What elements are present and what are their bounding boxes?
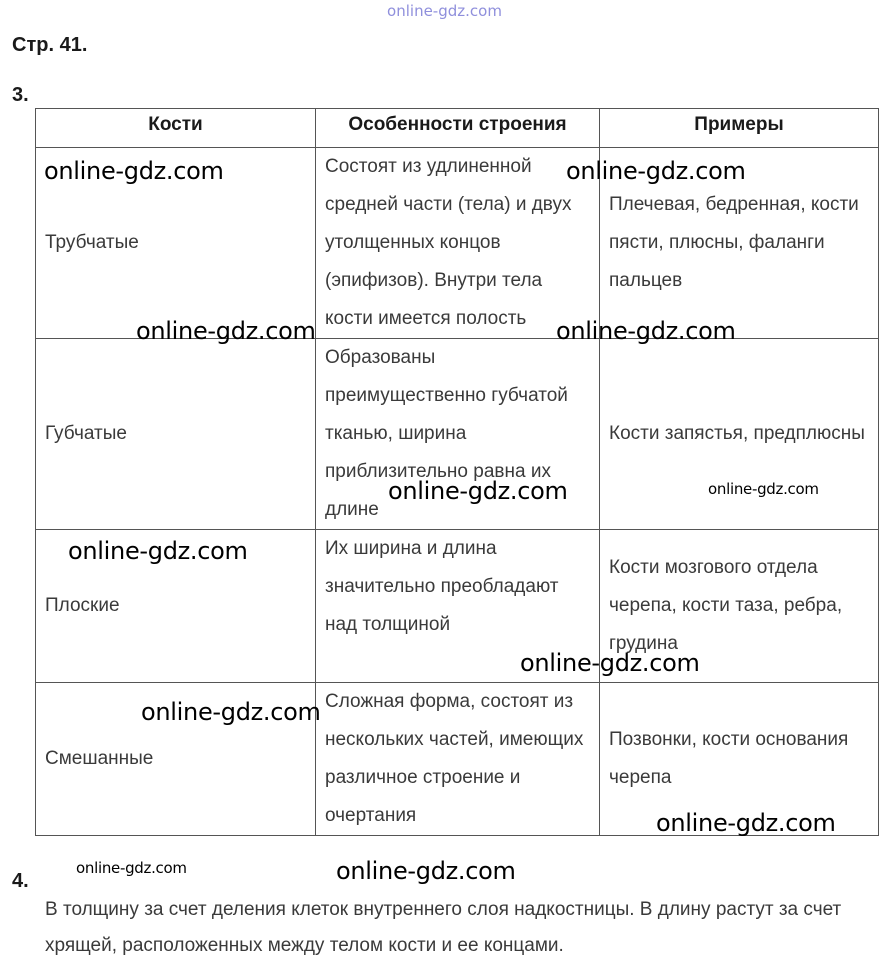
examples-cell: Кости мозгового отдела черепа, кости таза, ребра, грудина (600, 530, 879, 683)
watermark: online-gdz.com (656, 809, 836, 837)
watermark: online-gdz.com (708, 480, 819, 498)
watermark: online-gdz.com (141, 698, 321, 726)
examples-cell: Кости запястья, предплюсны (600, 339, 879, 530)
column-header-examples: Примеры (600, 109, 879, 148)
bone-type-cell: Смешанные (36, 683, 316, 836)
watermark: online-gdz.com (136, 317, 316, 345)
features-cell: Сложная форма, состоят из нескольких частей, имеющих различное строение и очертания (316, 683, 600, 836)
table-header-row (36, 109, 879, 148)
examples-cell: Позвонки, кости основания черепа (600, 683, 879, 836)
watermark: online-gdz.com (388, 477, 568, 505)
task-4-answer: В толщину за счет деления клеток внутреннего слоя надкостницы. В длину растут за счет хрящей, расположенных между телом кости и ее концами. (45, 899, 842, 956)
bone-type-cell: Трубчатые (36, 148, 316, 339)
watermark: online-gdz.com (68, 537, 248, 565)
watermark: online-gdz.com (566, 157, 746, 185)
bones-table (35, 108, 879, 836)
task-3-number: 3. (12, 84, 29, 106)
features-cell: Образованы преимущественно губчатой тканью, ширина приблизительно равна их длине (316, 339, 600, 530)
features-cell: Состоят из удлиненной средней части (тела) и двух утолщенных концов (эпифизов). Внутри тела кости имеется полость (316, 148, 600, 339)
header-watermark: online-gdz.com (387, 2, 502, 20)
features-cell: Их ширина и длина значительно преобладают над толщиной (316, 530, 600, 683)
watermark: online-gdz.com (556, 317, 736, 345)
page-label: Стр. 41. (12, 34, 88, 56)
column-header-bones: Кости (36, 109, 316, 148)
watermark: online-gdz.com (76, 859, 187, 877)
watermark: online-gdz.com (520, 649, 700, 677)
bone-type-cell: Плоские (36, 530, 316, 683)
task-4-number: 4. (12, 870, 29, 892)
bone-type-cell: Губчатые (36, 339, 316, 530)
column-header-features: Особенности строения (316, 109, 600, 148)
watermark: online-gdz.com (44, 157, 224, 185)
examples-cell: Плечевая, бедренная, кости пясти, плюсны, фаланги пальцев (600, 148, 879, 339)
watermark: online-gdz.com (336, 857, 516, 885)
